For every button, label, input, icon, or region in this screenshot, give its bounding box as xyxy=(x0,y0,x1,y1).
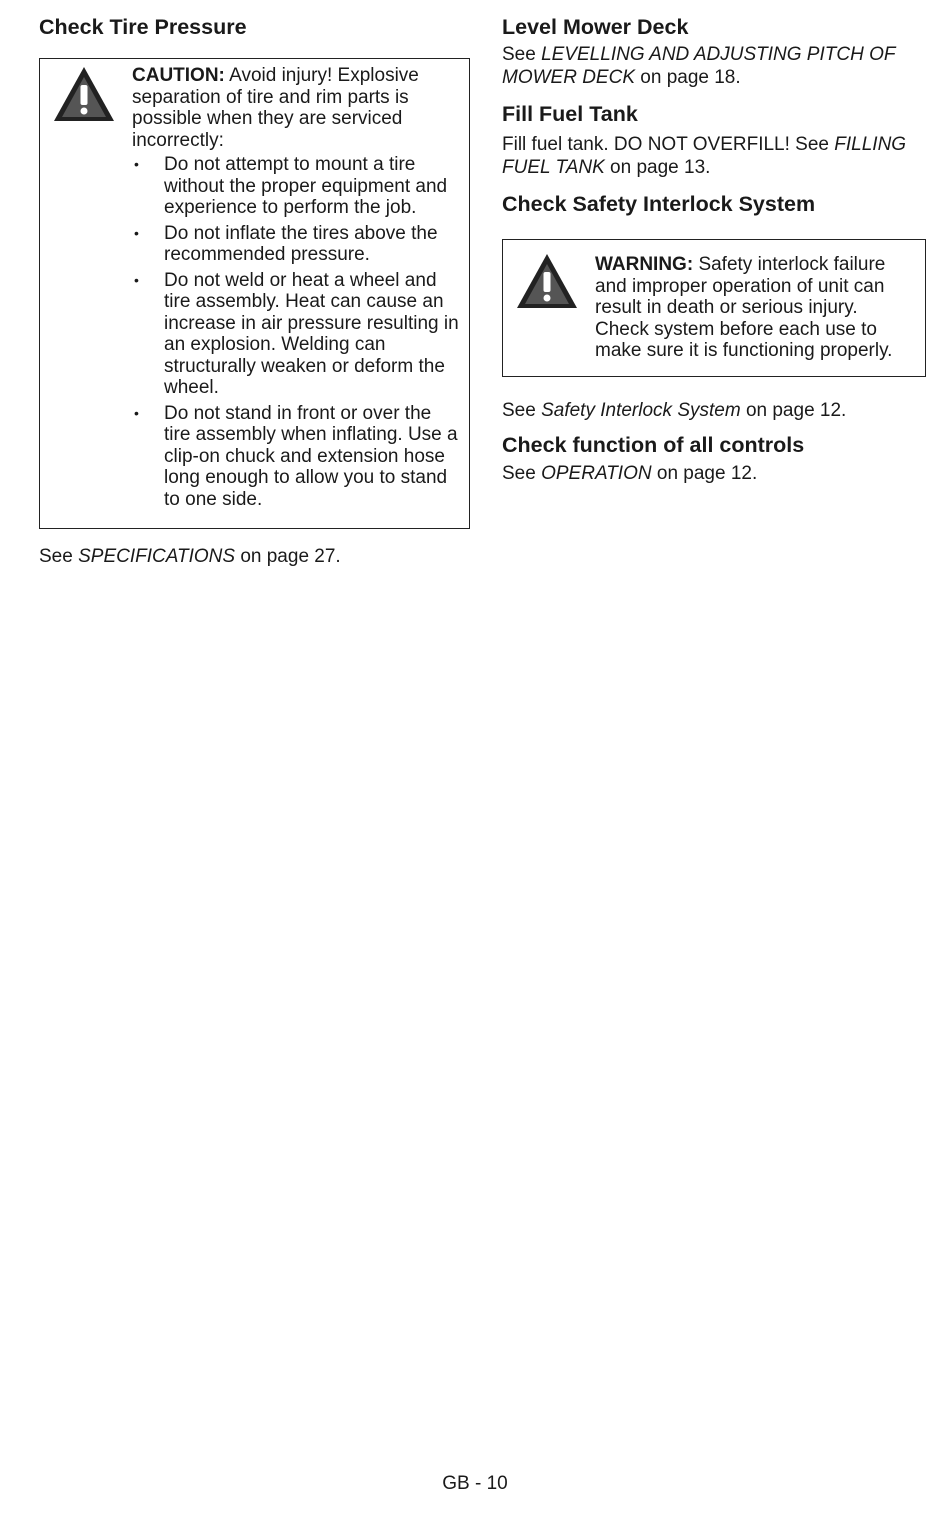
caution-lead: Avoid injury! Explosive separation of tire and rim parts is possible when they are serviced incorrectly: xyxy=(132,65,419,151)
safety-interlock-link[interactable]: Safety Interlock System xyxy=(541,399,741,421)
list-item: • Do not attempt to mount a tire without the proper equipment and experience to perform the job. xyxy=(132,154,459,219)
list-item: • Do not stand in front or over the tire assembly when inflating. Use a clip-on chuck and extension hose long enough to allow you to stand to one side. xyxy=(132,403,459,511)
caution-box xyxy=(39,58,470,529)
right-column xyxy=(502,0,926,485)
caution-bullets xyxy=(132,154,459,510)
tire-pressure-heading: Check Tire Pressure xyxy=(39,15,247,39)
level-deck-heading: Level Mower Deck xyxy=(502,15,689,39)
see-prefix: See xyxy=(502,44,536,65)
see-prefix: See xyxy=(502,399,536,421)
see-prefix: See xyxy=(39,546,73,567)
tire-see-reference xyxy=(39,545,471,568)
warning-triangle-icon xyxy=(515,252,579,310)
operation-link[interactable]: OPERATION xyxy=(541,462,652,484)
specifications-link[interactable]: SPECIFICATIONS xyxy=(78,546,236,567)
see-prefix: See xyxy=(502,462,536,484)
see-suffix: on page 27. xyxy=(240,546,341,567)
safety-interlock-heading: Check Safety Interlock System xyxy=(502,192,816,216)
fuel-text xyxy=(502,133,926,179)
interlock-see-reference xyxy=(502,399,926,422)
filling-fuel-link[interactable]: FILLING FUEL TANK xyxy=(502,134,907,178)
warning-text xyxy=(595,254,915,362)
warning-body: Safety interlock failure and improper operation of unit can result in death or serious injury. Check system before each use to make sure it is functioning properly. xyxy=(595,254,893,361)
left-column xyxy=(39,0,471,568)
caution-label: CAUTION: xyxy=(132,65,225,86)
see-suffix: on page 18. xyxy=(640,67,741,88)
fill-fuel-heading: Fill Fuel Tank xyxy=(502,102,638,126)
controls-see-reference xyxy=(502,462,926,485)
see-suffix: on page 13. xyxy=(610,157,711,178)
warning-box xyxy=(502,239,926,377)
list-item: • Do not weld or heat a wheel and tire assembly. Heat can cause an increase in air pressure resulting in an explosion. Welding can structurally weaken or deform the wheel. xyxy=(132,270,459,399)
fuel-instruction: Fill fuel tank. DO NOT OVERFILL! See xyxy=(502,134,829,155)
see-suffix: on page 12. xyxy=(656,462,758,484)
controls-heading: Check function of all controls xyxy=(502,432,805,457)
deck-see-reference xyxy=(502,43,926,89)
levelling-link[interactable]: LEVELLING AND ADJUSTING PITCH OF MOWER DECK xyxy=(502,44,896,88)
caution-text xyxy=(132,65,459,151)
see-suffix: on page 12. xyxy=(745,399,847,421)
page-number: GB - 10 xyxy=(442,1473,508,1494)
list-item: • Do not inflate the tires above the recommended pressure. xyxy=(132,223,459,266)
warning-label: WARNING: xyxy=(595,254,694,275)
warning-triangle-icon xyxy=(52,65,116,123)
